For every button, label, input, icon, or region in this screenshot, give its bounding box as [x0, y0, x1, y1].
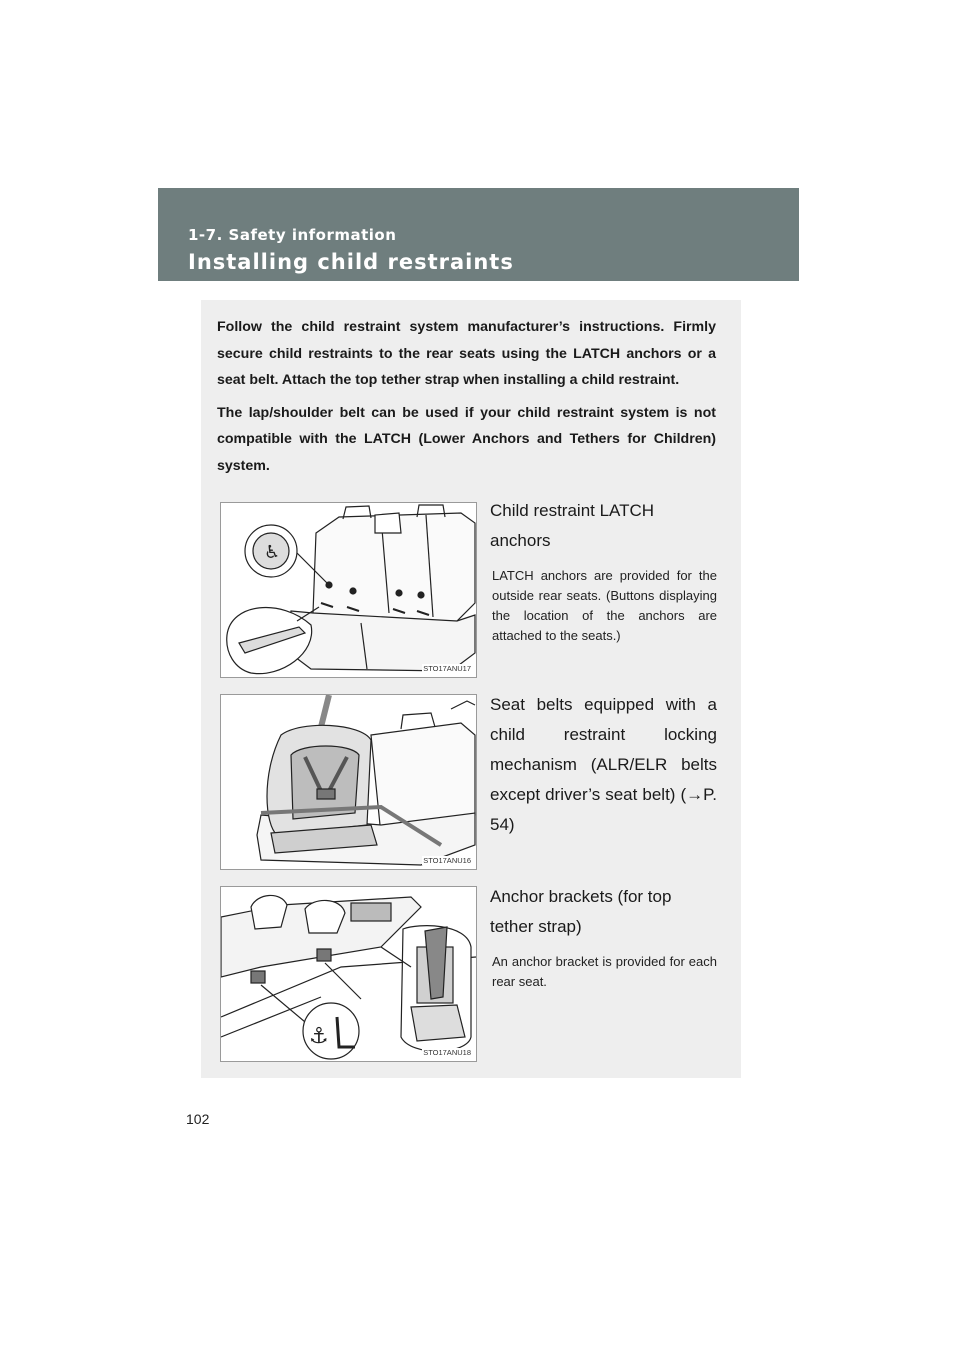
figure-code: STO17ANU16 [423, 856, 471, 865]
page-title: Installing child restraints [188, 250, 514, 274]
content-box [201, 300, 741, 1078]
caption-description: LATCH anchors are provided for the outside rear seats. (Buttons displaying the location of the anchors are attached to the seats.) [492, 568, 717, 643]
figure-code: STO17ANU17 [423, 664, 471, 673]
intro-paragraph-1: Follow the child restraint system manufacturer’s instructions. Firmly secure child restraints to the rear seats using the LATCH anchors or a seat belt. Attach the top tether strap when installing a child restraint. [217, 319, 716, 389]
caption-title: Anchor brackets (for top tether strap) [490, 887, 672, 936]
latch-anchor-seat-illustration [221, 503, 476, 677]
caption-title: Seat belts equipped with a child restraint locking mechanism (ALR/ELR belts except driver’s seat belt) (→P. 54) [490, 695, 717, 834]
svg-text:⚓: ⚓ [309, 1024, 329, 1049]
seat-belt-caption [490, 690, 717, 840]
intro-paragraph-2: The lap/shoulder belt can be used if your child restraint system is not compatible with the LATCH (Lower Anchors and Tethers for Children) system. [217, 404, 716, 474]
section-header [158, 188, 799, 281]
latch-anchors-figure [220, 502, 477, 678]
figure-code: STO17ANU18 [423, 1048, 471, 1057]
latch-anchors-caption [490, 496, 717, 646]
anchor-bracket-illustration [221, 887, 476, 1061]
anchor-bracket-figure [220, 886, 477, 1062]
child-seat-with-belt-illustration [221, 695, 476, 869]
page-number: 102 [186, 1111, 210, 1127]
intro-text [217, 314, 716, 486]
section-label: 1-7. Safety information [188, 226, 397, 244]
anchor-bracket-caption [490, 882, 717, 992]
child-seat-belt-figure [220, 694, 477, 870]
caption-title: Child restraint LATCH anchors [490, 501, 655, 550]
svg-text:♿: ♿ [264, 542, 281, 563]
caption-description: An anchor bracket is provided for each rear seat. [492, 954, 717, 989]
